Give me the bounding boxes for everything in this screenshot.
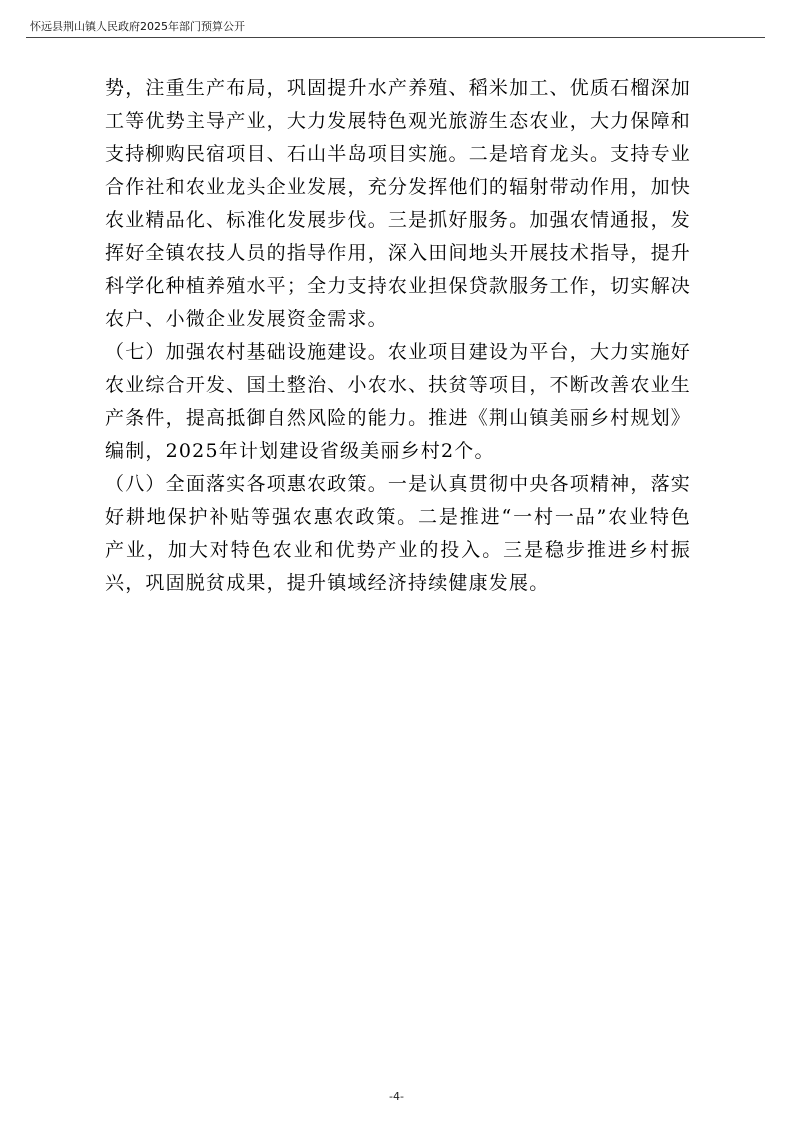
page-number: -4- xyxy=(389,1090,404,1103)
header-divider xyxy=(26,37,765,38)
body-paragraph-2: （七）加强农村基础设施建设。农业项目建设为平台，大力实施好农业综合开发、国土整治、小农水、扶贫等项目，不断改善农业生产条件，提高抵御自然风险的能力。推进《荆山镇美丽乡村规划》编制，2025年计划建设省级美丽乡村2个。 xyxy=(105,341,691,462)
document-header-title: 怀远县荆山镇人民政府2025年部门预算公开 xyxy=(30,20,245,33)
document-body xyxy=(105,72,691,600)
body-paragraph-1: 势，注重生产布局，巩固提升水产养殖、稻米加工、优质石榴深加工等优势主导产业，大力发展特色观光旅游生态农业，大力保障和支持柳购民宿项目、石山半岛项目实施。二是培育龙头。支持专业合作社和农业龙头企业发展，充分发挥他们的辐射带动作用，加快农业精品化、标准化发展步伐。三是抓好服务。加强农情通报，发挥好全镇农技人员的指导作用，深入田间地头开展技术指导，提升科学化种植养殖水平；全力支持农业担保贷款服务工作，切实解决农户、小微企业发展资金需求。 xyxy=(105,77,691,330)
body-paragraph-3: （八）全面落实各项惠农政策。一是认真贯彻中央各项精神，落实好耕地保护补贴等强农惠农政策。二是推进“一村一品”农业特色产业，加大对特色农业和优势产业的投入。三是稳步推进乡村振兴，巩固脱贫成果，提升镇域经济持续健康发展。 xyxy=(105,473,691,594)
